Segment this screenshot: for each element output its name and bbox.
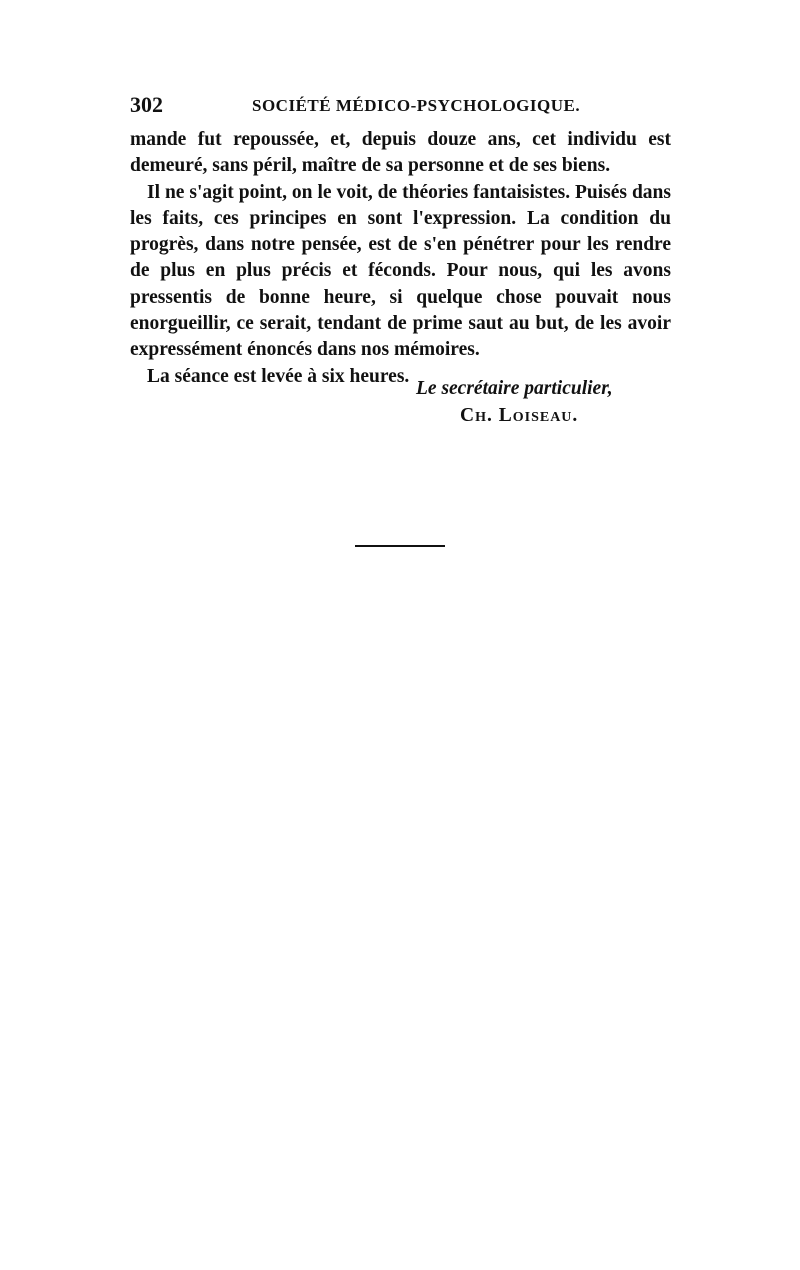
signature-role: Le secrétaire particulier, bbox=[416, 378, 613, 399]
paragraph: Il ne s'agit point, on le voit, de théories fantaisistes. Puisés dans les faits, ces principes en sont l'expression. La condition du progrès, dans notre pensée, est de s'en pénétrer pour les rendre de plus en plus précis et féconds. Pour nous, qui les avons pressentis de bonne heure, si quelque chose pouvait nous enorgueillir, ce serait, tendant de prime saut au but, de les avoir expressément énoncés dans nos mémoires. bbox=[130, 181, 671, 361]
page-number: 302 bbox=[130, 92, 163, 117]
signature-name: Ch. Loiseau. bbox=[460, 405, 579, 426]
page-header bbox=[130, 92, 670, 122]
running-title: SOCIÉTÉ MÉDICO-PSYCHOLOGIQUE. bbox=[252, 96, 581, 115]
paragraph: La séance est levée à six heures. bbox=[147, 365, 410, 387]
section-end-rule bbox=[355, 545, 445, 547]
body-text bbox=[130, 127, 671, 390]
paragraph: mande fut repoussée, et, depuis douze ans, cet individu est demeuré, sans péril, maître de sa personne et de ses biens. bbox=[130, 129, 671, 177]
signature-block bbox=[416, 375, 676, 429]
